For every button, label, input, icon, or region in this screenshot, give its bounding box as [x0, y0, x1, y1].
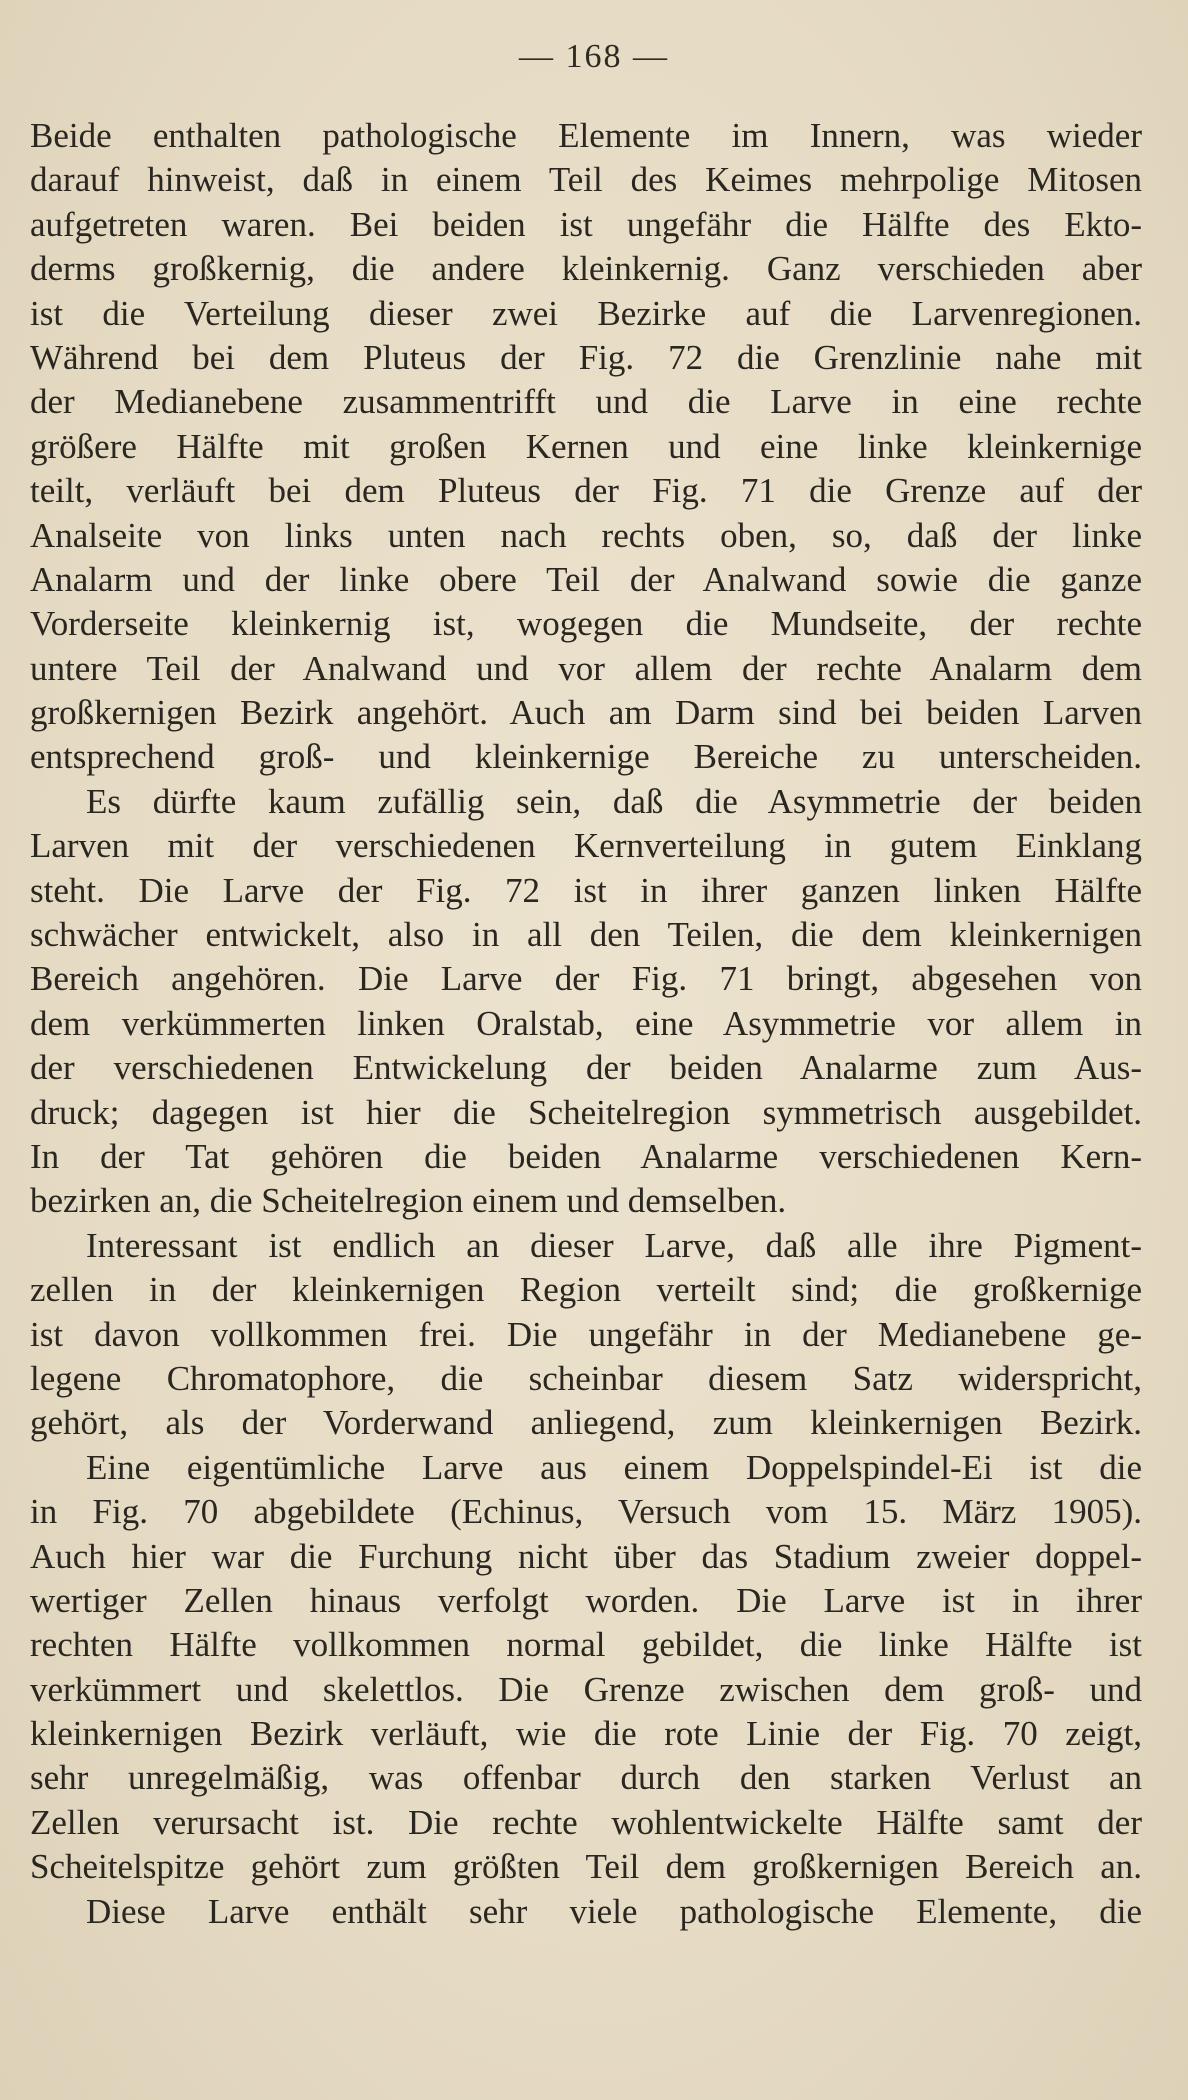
text-line: Diese Larve enthält sehr viele pathologische Elemente, die: [86, 1891, 1142, 1931]
text-line: In der Tat gehören die beiden Analarme verschiedenen Kern-: [30, 1136, 1142, 1176]
text-line: entsprechend groß- und kleinkernige Bereiche zu unterscheiden.: [30, 737, 1142, 777]
text-line: untere Teil der Analwand und vor allem der rechte Analarm dem: [30, 648, 1142, 688]
text-line: rechten Hälfte vollkommen normal gebildet, die linke Hälfte ist: [30, 1625, 1142, 1665]
text-line: in Fig. 70 abgebildete (Echinus, Versuch vom 15. März 1905).: [30, 1492, 1142, 1532]
text-line: derms großkernig, die andere kleinkernig. Ganz verschieden aber: [30, 249, 1142, 289]
text-line: dem verkümmerten linken Oralstab, eine Asymmetrie vor allem in: [30, 1003, 1142, 1043]
text-line: bezirken an, die Scheitelregion einem und demselben.: [30, 1181, 787, 1221]
text-line: Eine eigentümliche Larve aus einem Doppelspindel-Ei ist die: [86, 1447, 1142, 1487]
text-line: Analarm und der linke obere Teil der Analwand sowie die ganze: [30, 559, 1142, 599]
text-line: großkernigen Bezirk angehört. Auch am Darm sind bei beiden Larven: [30, 693, 1142, 733]
text-line: aufgetreten waren. Bei beiden ist ungefähr die Hälfte des Ekto-: [30, 204, 1142, 244]
text-line: Interessant ist endlich an dieser Larve, daß alle ihre Pigment-: [86, 1225, 1142, 1265]
text-line: Beide enthalten pathologische Elemente im Innern, was wieder: [30, 116, 1142, 155]
text-line: Analseite von links unten nach rechts oben, so, daß der linke: [30, 515, 1142, 555]
text-line: druck; dagegen ist hier die Scheitelregion symmetrisch ausgebildet.: [30, 1092, 1142, 1132]
text-line: ist davon vollkommen frei. Die ungefähr in der Medianebene ge-: [30, 1314, 1142, 1354]
text-line: Zellen verursacht ist. Die rechte wohlentwickelte Hälfte samt der: [30, 1802, 1142, 1842]
page-number: — 168 —: [519, 38, 669, 75]
text-line: gehört, als der Vorderwand anliegend, zum kleinkernigen Bezirk.: [30, 1403, 1142, 1443]
body-text: [30, 114, 1142, 1934]
text-line: darauf hinweist, daß in einem Teil des Keimes mehrpolige Mitosen: [30, 160, 1142, 200]
text-line: ist die Verteilung dieser zwei Bezirke auf die Larvenregionen.: [30, 293, 1142, 333]
text-line: sehr unregelmäßig, was offenbar durch den starken Verlust an: [30, 1758, 1142, 1798]
text-line: legene Chromatophore, die scheinbar diesem Satz widerspricht,: [30, 1358, 1142, 1398]
text-line: steht. Die Larve der Fig. 72 ist in ihrer ganzen linken Hälfte: [30, 870, 1142, 910]
text-line: verkümmert und skelettlos. Die Grenze zwischen dem groß- und: [30, 1669, 1142, 1709]
text-line: der verschiedenen Entwickelung der beiden Analarme zum Aus-: [30, 1048, 1142, 1088]
text-line: wertiger Zellen hinaus verfolgt worden. Die Larve ist in ihrer: [30, 1580, 1142, 1620]
text-line: zellen in der kleinkernigen Region verteilt sind; die großkernige: [30, 1270, 1142, 1310]
text-line: schwächer entwickelt, also in all den Teilen, die dem kleinkernigen: [30, 915, 1142, 955]
text-line: Bereich angehören. Die Larve der Fig. 71 bringt, abgesehen von: [30, 959, 1142, 999]
text-line: Larven mit der verschiedenen Kernverteilung in gutem Einklang: [30, 826, 1142, 866]
text-line: größere Hälfte mit großen Kernen und eine linke kleinkernige: [30, 426, 1142, 466]
text-line: teilt, verläuft bei dem Pluteus der Fig. 71 die Grenze auf der: [30, 471, 1142, 511]
text-line: kleinkernigen Bezirk verläuft, wie die rote Linie der Fig. 70 zeigt,: [30, 1714, 1142, 1754]
text-line: Es dürfte kaum zufällig sein, daß die Asymmetrie der beiden: [86, 781, 1142, 821]
text-line: Auch hier war die Furchung nicht über das Stadium zweier doppel-: [30, 1536, 1142, 1576]
text-line: der Medianebene zusammentrifft und die Larve in eine rechte: [30, 382, 1142, 422]
text-line: Scheitelspitze gehört zum größten Teil dem großkernigen Bereich an.: [30, 1847, 1142, 1887]
text-line: Während bei dem Pluteus der Fig. 72 die Grenzlinie nahe mit: [30, 337, 1142, 377]
text-line: Vorderseite kleinkernig ist, wogegen die Mundseite, der rechte: [30, 604, 1142, 644]
